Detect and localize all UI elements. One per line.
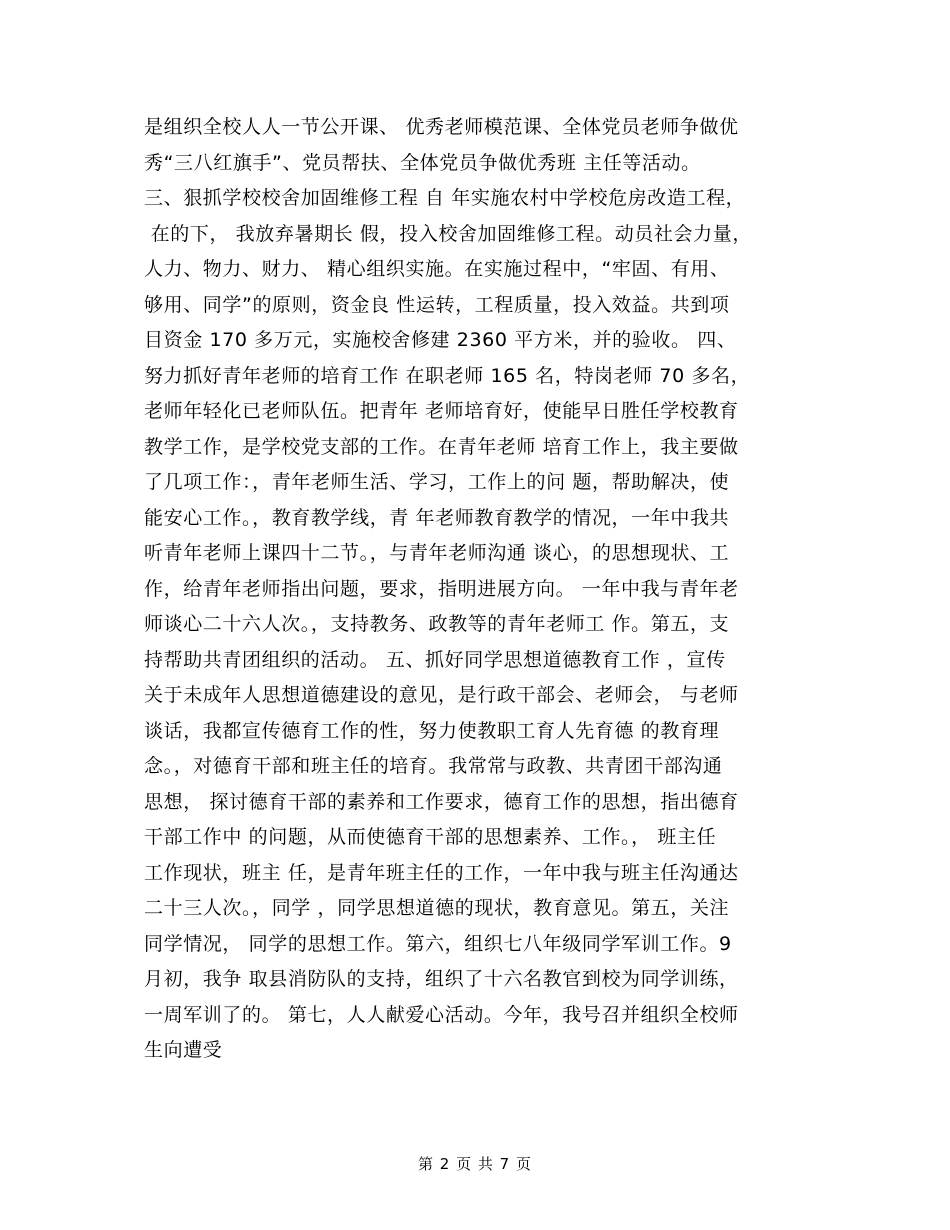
text-line: 是组织全校人人一节公开课、 优秀老师模范课、全体党员老师争做优 bbox=[144, 116, 739, 138]
text-line: 思想， 探讨德育干部的素养和工作要求，德育工作的思想，指出德育 bbox=[144, 790, 739, 813]
text-line: 教学工作，是学校党支部的工作。在青年老师 培育工作上，我主要做 bbox=[144, 435, 739, 458]
text-line: 能安心工作。，教育教学线，青 年老师教育教学的情况，一年中我共 bbox=[144, 506, 730, 529]
text-line: 秀“三八红旗手”、党员帮扶、全体党员争做优秀班 主任等活动。 bbox=[144, 151, 701, 174]
text-line: 努力抓好青年老师的培育工作 在职老师 165 名，特岗老师 70 多名， bbox=[144, 364, 751, 387]
text-line: 听青年老师上课四十二节。，与青年老师沟通 谈心，的思想现状、工 bbox=[144, 542, 730, 564]
text-line: 了几项工作：，青年老师生活、学习，工作上的问 题，帮助解决，使 bbox=[144, 471, 730, 493]
text-line: 师谈心二十六人次。，支持教务、政教等的青年老师工 作。第五，支 bbox=[144, 613, 730, 635]
text-line: 人力、物力、财力、 精心组织实施。在实施过程中，“牢固、有用、 bbox=[144, 258, 730, 280]
text-line: 谈话，我都宣传德育工作的性，努力使教职工育人先育德 的教育理 bbox=[144, 719, 720, 742]
text-line: 关于未成年人思想道德建设的意见，是行政干部会、老师会， 与老师 bbox=[144, 684, 739, 706]
text-line: 念。，对德育干部和班主任的培育。我常常与政教、共青团干部沟通 bbox=[144, 755, 723, 777]
text-line: 生向遭受 bbox=[144, 1039, 223, 1061]
text-line: 工作现状，班主 任，是青年班主任的工作，一年中我与班主任沟通达 bbox=[144, 861, 739, 884]
text-line: 持帮助共青团组织的活动。 五、抓好同学思想道德教育工作 ，宣传 bbox=[144, 648, 726, 671]
text-line: 同学情况， 同学的思想工作。第六，组织七八年级同学军训工作。9 bbox=[144, 932, 732, 955]
body-text bbox=[144, 110, 824, 1069]
text-line: 干部工作中 的问题，从而使德育干部的思想素养、工作。， 班主任 bbox=[144, 826, 717, 848]
text-line: 月初，我争 取县消防队的支持，组织了十六名教官到校为同学训练， bbox=[144, 968, 739, 990]
text-line: 够用、同学”的原则，资金良 性运转，工程质量，投入效益。共到项 bbox=[144, 293, 730, 316]
text-line: 老师年轻化已老师队伍。把青年 老师培育好，使能早日胜任学校教育 bbox=[144, 400, 739, 422]
text-line: 一周军训了的。 第七，人人献爱心活动。今年，我号召并组织全校师 bbox=[144, 1003, 739, 1026]
text-line: 在的下， 我放弃暑期长 假，投入校舍加固维修工程。动员社会力量， bbox=[144, 222, 752, 245]
text-line: 二十三人次。，同学 ，同学思想道德的现状，教育意见。第五，关注 bbox=[144, 897, 730, 919]
text-line: 目资金 170 多万元，实施校舍修建 2360 平方米，并的验收。 四、 bbox=[144, 329, 737, 351]
page-footer: 第 2 页 共 7 页 bbox=[418, 1155, 532, 1173]
text-line: 作，给青年老师指出问题，要求，指明进展方向。 一年中我与青年老 bbox=[144, 577, 739, 600]
text-line: 三、狠抓学校校舍加固维修工程 自 年实施农村中学校危房改造工程， bbox=[144, 187, 746, 209]
